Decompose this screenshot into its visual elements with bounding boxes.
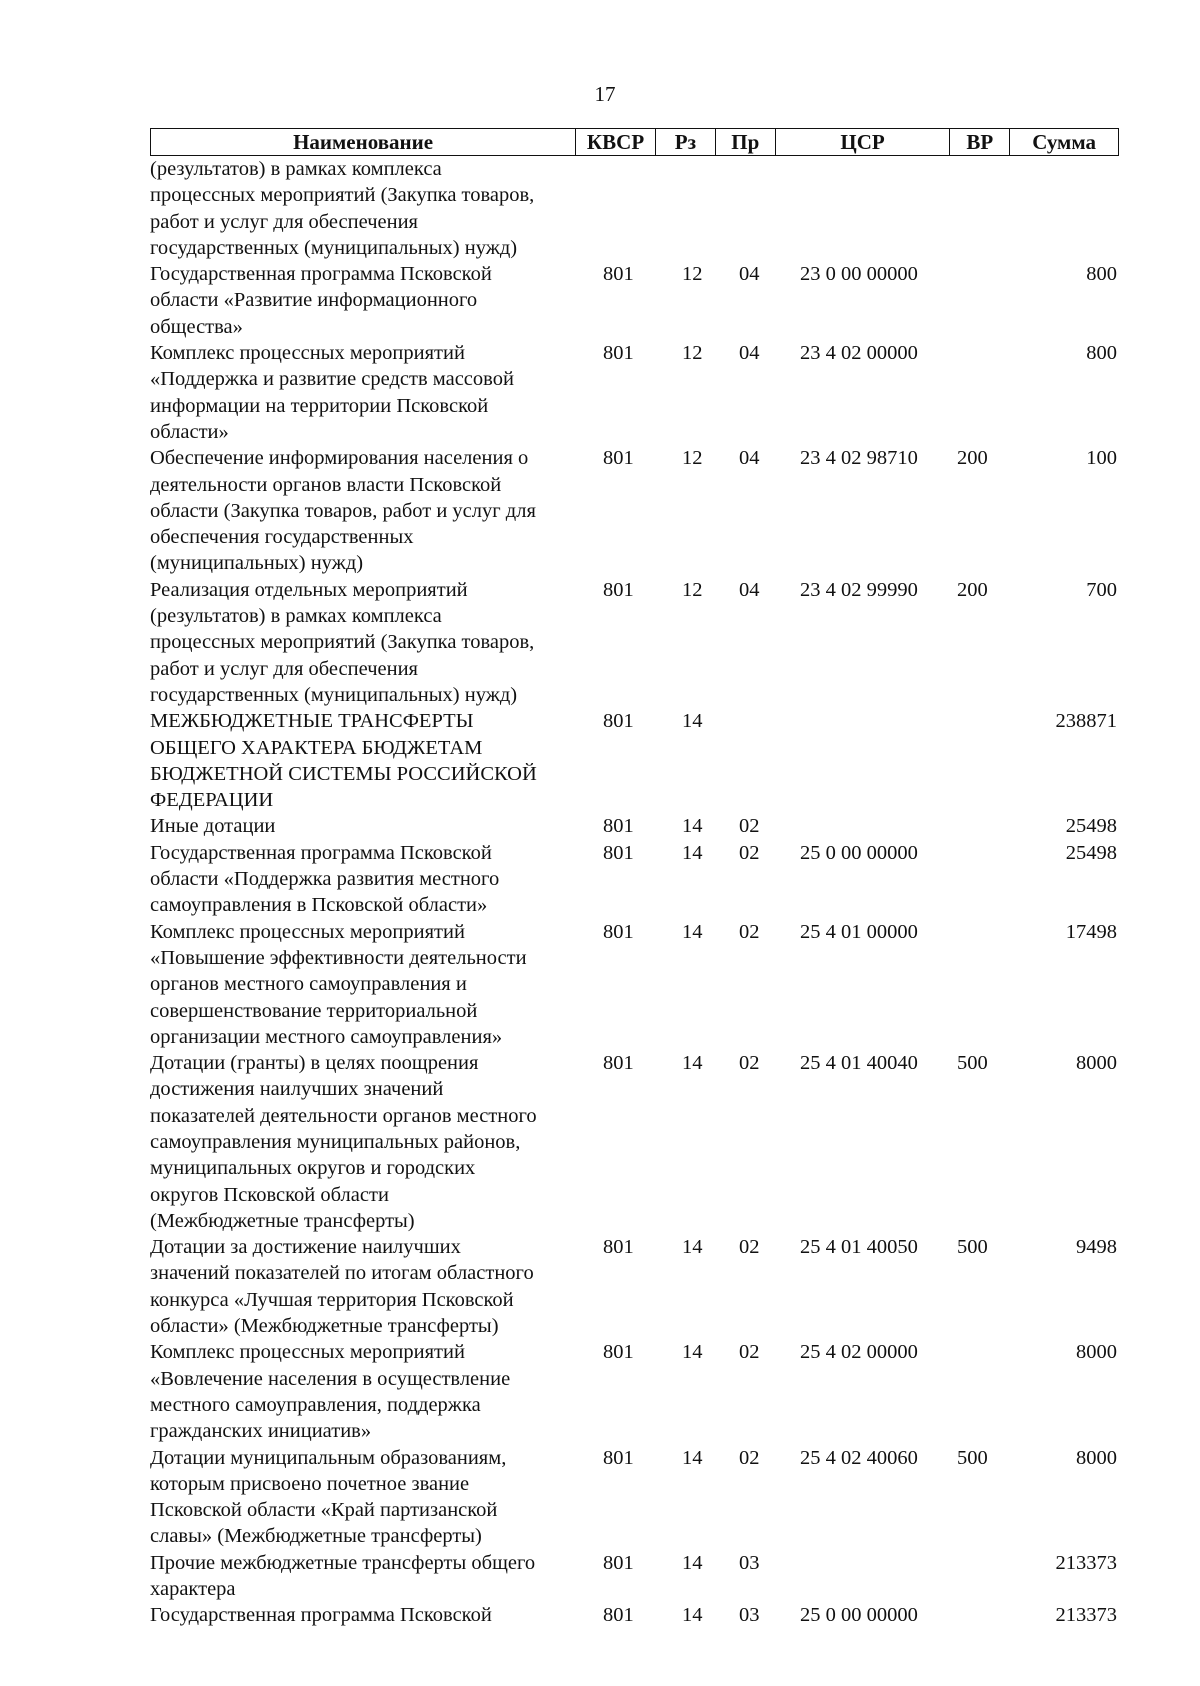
row-name-line: местного самоуправления, поддержка xyxy=(150,1393,481,1416)
row-kvsr: 801 xyxy=(603,815,634,838)
row-name-line: Комплекс процессных мероприятий xyxy=(150,920,465,943)
row-name-line: области» (Межбюджетные трансферты) xyxy=(150,1315,499,1338)
row-name-line: Дотации за достижение наилучших xyxy=(150,1236,461,1259)
row-kvsr: 801 xyxy=(603,342,634,365)
row-name-line: Государственная программа Псковской xyxy=(150,841,492,864)
row-pr: 04 xyxy=(739,342,760,365)
row-name-line: процессных мероприятий (Закупка товаров, xyxy=(150,631,535,654)
row-rz: 14 xyxy=(682,1341,703,1364)
row-name-line: характера xyxy=(150,1578,236,1601)
row-name xyxy=(150,577,575,708)
row-csr: 23 0 00 00000 xyxy=(800,263,918,286)
row-name xyxy=(150,813,575,839)
header-rz: Рз xyxy=(655,129,715,155)
row-sum: 100 xyxy=(1086,447,1117,470)
row-sum: 800 xyxy=(1086,342,1117,365)
row-kvsr: 801 xyxy=(603,1446,634,1469)
row-name-line: (результатов) в рамках комплекса xyxy=(150,158,442,180)
row-name-line: организации местного самоуправления» xyxy=(150,1025,503,1048)
row-rz: 14 xyxy=(682,815,703,838)
row-csr: 25 4 01 00000 xyxy=(800,920,918,943)
row-name-line: которым присвоено почетное звание xyxy=(150,1472,470,1495)
row-sum: 8000 xyxy=(1076,1446,1117,1469)
row-pr: 04 xyxy=(739,578,760,601)
row-kvsr: 801 xyxy=(603,710,634,733)
row-name-line: муниципальных округов и городских xyxy=(150,1157,476,1180)
row-rz: 14 xyxy=(682,1604,703,1627)
row-name xyxy=(150,1050,575,1234)
row-pr: 02 xyxy=(739,1052,760,1075)
row-name-line: конкурса «Лучшая территория Псковской xyxy=(150,1288,514,1311)
row-name-line: Комплекс процессных мероприятий xyxy=(150,1341,465,1364)
table-row xyxy=(150,1234,1119,1339)
row-vr: 200 xyxy=(957,447,988,470)
row-kvsr: 801 xyxy=(603,841,634,864)
row-csr: 25 0 00 00000 xyxy=(800,1604,918,1627)
row-sum: 25498 xyxy=(1065,841,1117,864)
row-name-line: информации на территории Псковской xyxy=(150,394,489,417)
row-name-line: области «Развитие информационного xyxy=(150,289,478,312)
table-header xyxy=(150,128,1119,156)
row-name-line: округов Псковской области xyxy=(150,1183,389,1206)
row-kvsr: 801 xyxy=(603,263,634,286)
row-name-line: Дотации (гранты) в целях поощрения xyxy=(150,1052,479,1075)
row-kvsr: 801 xyxy=(603,1604,634,1627)
row-name-line: ФЕДЕРАЦИИ xyxy=(150,789,274,812)
table-row xyxy=(150,840,1119,919)
row-name-line: (Межбюджетные трансферты) xyxy=(150,1209,415,1232)
row-kvsr: 801 xyxy=(603,447,634,470)
table-row xyxy=(150,1550,1119,1603)
row-name-line: достижения наилучших значений xyxy=(150,1078,444,1101)
row-pr: 03 xyxy=(739,1604,760,1627)
row-name-line: показателей деятельности органов местного xyxy=(150,1104,537,1127)
table-row xyxy=(150,813,1119,839)
row-name-line: обеспечения государственных xyxy=(150,526,414,549)
row-name xyxy=(150,1339,575,1444)
row-name-line: «Повышение эффективности деятельности xyxy=(150,946,527,969)
row-name-line: БЮДЖЕТНОЙ СИСТЕМЫ РОССИЙСКОЙ xyxy=(150,762,537,785)
row-name-line: процессных мероприятий (Закупка товаров, xyxy=(150,184,535,207)
row-sum: 700 xyxy=(1086,578,1117,601)
row-name-line: общества» xyxy=(150,315,243,338)
row-kvsr: 801 xyxy=(603,1551,634,1574)
row-name-line: Дотации муниципальным образованиям, xyxy=(150,1446,507,1469)
table-row xyxy=(150,1445,1119,1550)
row-name-line: (результатов) в рамках комплекса xyxy=(150,605,442,628)
row-csr: 23 4 02 99990 xyxy=(800,578,918,601)
row-kvsr: 801 xyxy=(603,1341,634,1364)
row-name-line: Прочие межбюджетные трансферты общего xyxy=(150,1551,536,1574)
row-kvsr: 801 xyxy=(603,920,634,943)
row-rz: 12 xyxy=(682,578,703,601)
row-rz: 14 xyxy=(682,710,703,733)
row-name-line: ОБЩЕГО ХАРАКТЕРА БЮДЖЕТАМ xyxy=(150,736,483,759)
row-name xyxy=(150,1445,575,1550)
header-name: Наименование xyxy=(293,130,434,154)
row-name-line: самоуправления муниципальных районов, xyxy=(150,1130,521,1153)
row-name-line: Псковской области «Край партизанской xyxy=(150,1499,498,1522)
table-row xyxy=(150,1050,1119,1234)
row-rz: 12 xyxy=(682,342,703,365)
row-pr: 02 xyxy=(739,841,760,864)
table-row xyxy=(150,261,1119,340)
row-sum: 800 xyxy=(1086,263,1117,286)
table-row xyxy=(150,919,1119,1050)
row-name xyxy=(150,1234,575,1339)
row-name-line: МЕЖБЮДЖЕТНЫЕ ТРАНСФЕРТЫ xyxy=(150,710,474,733)
row-pr: 02 xyxy=(739,815,760,838)
row-rz: 14 xyxy=(682,1052,703,1075)
page-number: 17 xyxy=(594,82,616,106)
row-vr: 200 xyxy=(957,578,988,601)
row-rz: 14 xyxy=(682,841,703,864)
row-rz: 14 xyxy=(682,1446,703,1469)
row-rz: 12 xyxy=(682,263,703,286)
table-row xyxy=(150,445,1119,576)
row-name xyxy=(150,840,575,919)
table-row xyxy=(150,340,1119,445)
row-csr: 25 0 00 00000 xyxy=(800,841,918,864)
row-name xyxy=(150,1550,575,1603)
row-sum: 213373 xyxy=(1055,1551,1117,1574)
row-name-line: Комплекс процессных мероприятий xyxy=(150,342,465,365)
row-pr: 02 xyxy=(739,1446,760,1469)
row-sum: 8000 xyxy=(1076,1052,1117,1075)
row-csr: 23 4 02 00000 xyxy=(800,342,918,365)
header-sum: Сумма xyxy=(1009,129,1118,155)
row-csr: 25 4 02 00000 xyxy=(800,1341,918,1364)
header-vr: ВР xyxy=(949,129,1009,155)
row-name-line: значений показателей по итогам областного xyxy=(150,1262,534,1285)
table-body xyxy=(150,156,1119,1629)
row-sum: 25498 xyxy=(1065,815,1117,838)
row-name-line: государственных (муниципальных) нужд) xyxy=(150,236,518,259)
row-name-line: органов местного самоуправления и xyxy=(150,973,467,996)
row-name-line: области (Закупка товаров, работ и услуг для xyxy=(150,499,536,522)
row-name-line: самоуправления в Псковской области» xyxy=(150,894,488,917)
row-rz: 14 xyxy=(682,1236,703,1259)
row-kvsr: 801 xyxy=(603,578,634,601)
row-name xyxy=(150,340,575,445)
row-sum: 9498 xyxy=(1076,1236,1117,1259)
header-kvsr: КВСР xyxy=(575,129,655,155)
row-name-line: Государственная программа Псковской xyxy=(150,263,492,286)
row-csr: 23 4 02 98710 xyxy=(800,447,918,470)
row-name xyxy=(150,261,575,340)
table-row xyxy=(150,156,1119,261)
row-vr: 500 xyxy=(957,1446,988,1469)
row-pr: 03 xyxy=(739,1551,760,1574)
table-row xyxy=(150,577,1119,708)
row-name-line: «Вовлечение населения в осуществление xyxy=(150,1367,511,1390)
row-name-line: «Поддержка и развитие средств массовой xyxy=(150,368,514,391)
row-pr: 02 xyxy=(739,1236,760,1259)
row-name-line: Иные дотации xyxy=(150,815,276,838)
row-pr: 02 xyxy=(739,1341,760,1364)
row-name-line: деятельности органов власти Псковской xyxy=(150,473,502,496)
header-csr: ЦСР xyxy=(775,129,950,155)
row-rz: 12 xyxy=(682,447,703,470)
row-pr: 02 xyxy=(739,920,760,943)
row-csr: 25 4 02 40060 xyxy=(800,1446,918,1469)
row-name-line: (муниципальных) нужд) xyxy=(150,552,364,575)
row-name-line: славы» (Межбюджетные трансферты) xyxy=(150,1525,482,1548)
row-name-line: Государственная программа Псковской xyxy=(150,1604,492,1627)
row-csr: 25 4 01 40040 xyxy=(800,1052,918,1075)
row-sum: 238871 xyxy=(1055,710,1117,733)
row-sum: 213373 xyxy=(1055,1604,1117,1627)
row-name-line: Обеспечение информирования населения о xyxy=(150,447,529,470)
row-pr: 04 xyxy=(739,263,760,286)
row-name-line: области» xyxy=(150,420,229,443)
row-name-line: государственных (муниципальных) нужд) xyxy=(150,683,518,706)
row-kvsr: 801 xyxy=(603,1236,634,1259)
row-name-line: работ и услуг для обеспечения xyxy=(150,657,418,680)
row-kvsr: 801 xyxy=(603,1052,634,1075)
row-name xyxy=(150,1602,575,1628)
row-rz: 14 xyxy=(682,920,703,943)
row-vr: 500 xyxy=(957,1236,988,1259)
row-name-line: совершенствование территориальной xyxy=(150,999,478,1022)
row-name-line: гражданских инициатив» xyxy=(150,1420,372,1443)
row-sum: 17498 xyxy=(1065,920,1117,943)
row-name xyxy=(150,156,575,261)
table-row xyxy=(150,708,1119,813)
row-name xyxy=(150,445,575,576)
header-pr: Пр xyxy=(715,129,775,155)
row-sum: 8000 xyxy=(1076,1341,1117,1364)
row-pr: 04 xyxy=(739,447,760,470)
table-row xyxy=(150,1602,1119,1628)
row-name xyxy=(150,919,575,1050)
row-name-line: Реализация отдельных мероприятий xyxy=(150,578,468,601)
row-name-line: работ и услуг для обеспечения xyxy=(150,210,418,233)
row-rz: 14 xyxy=(682,1551,703,1574)
row-vr: 500 xyxy=(957,1052,988,1075)
row-csr: 25 4 01 40050 xyxy=(800,1236,918,1259)
row-name xyxy=(150,708,575,813)
table-row xyxy=(150,1339,1119,1444)
row-name-line: области «Поддержка развития местного xyxy=(150,868,500,891)
